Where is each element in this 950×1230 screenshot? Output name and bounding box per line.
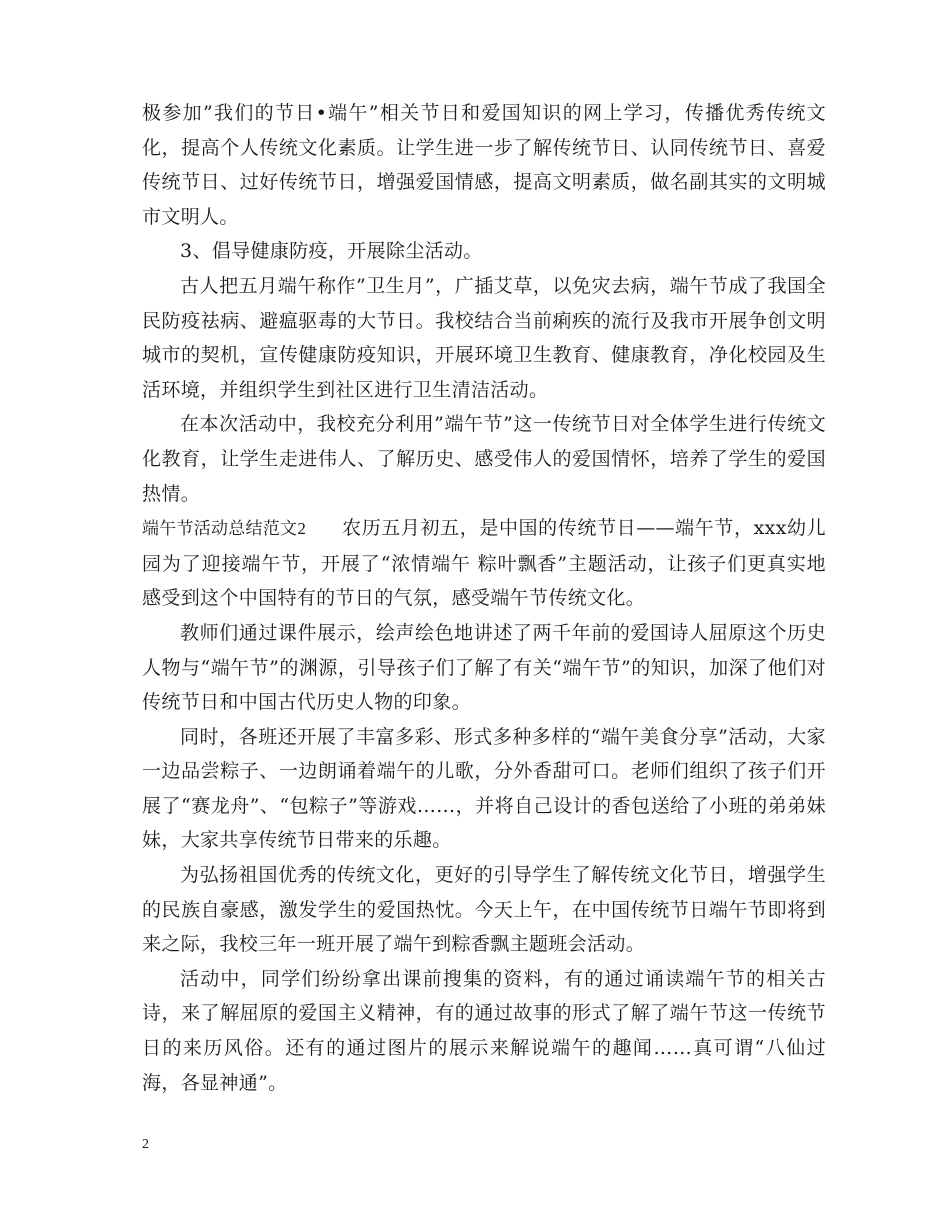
paragraph-6: 为弘扬祖国优秀的传统文化，更好的引导学生了解传统文化节日，增强学生的民族自豪感，激发学生的爱国热忱。今天上午，在中国传统节日端午节即将到来之际，我校三年一班开展了端午到粽香飘主题班会活动。 — [142, 864, 826, 956]
section-intro: 农历五月初五，是中国的传统节日——端午节，xxx幼儿园为了迎接端午节，开展了“浓情端午 粽叶飘香”主题活动，让孩子们更真实地感受到这个中国特有的节日的气氛，感受端午节传统文化。 — [142, 517, 827, 610]
paragraph-3: 在本次活动中，我校充分利用”端午节”这一传统节日对全体学生进行传统文化教育，让学生走进伟人、了解历史、感受伟人的爱国情怀，培养了学生的爱国热情。 — [142, 413, 826, 505]
page-number: 2 — [142, 1137, 149, 1152]
paragraph-2: 古人把五月端午称作”卫生月”，广插艾草，以免灾去病，端午节成了我国全民防疫祛病、避瘟驱毒的大节日。我校结合当前痢疾的流行及我市开展争创文明城市的契机，宣传健康防疫知识，开展环境卫生教育、健康教育，净化校园及生活环境，并组织学生到社区进行卫生清洁活动。 — [142, 274, 826, 401]
paragraph-7: 活动中，同学们纷纷拿出课前搜集的资料，有的通过诵读端午节的相关古诗，来了解屈原的爱国主义精神，有的通过故事的形式了解了端午节这一传统节日的来历风俗。还有的通过图片的展示来解说端午的趣闻……真可谓“八仙过海，各显神通”。 — [142, 967, 826, 1094]
paragraph-5: 同时，各班还开展了丰富多彩、形式多种多样的“端午美食分享”活动，大家一边品尝粽子、一边朗诵着端午的儿歌，分外香甜可口。老师们组织了孩子们开展了“赛龙舟”、“包粽子”等游戏……，并将自己设计的香包送给了小班的弟弟妹妹，大家共享传统节日带来的乐趣。 — [142, 725, 826, 852]
paragraph-4: 教师们通过课件展示，绘声绘色地讲述了两千年前的爱国诗人屈原这个历史人物与“端午节”的渊源，引导孩子们了解了有关“端午节”的知识，加深了他们对传统节日和中国古代历史人物的印象。 — [142, 621, 826, 714]
document-body — [142, 96, 826, 1100]
paragraph-1: 极参加”我们的节日•端午”相关节日和爱国知识的网上学习，传播优秀传统文化，提高个人传统文化素质。让学生进一步了解传统节日、认同传统节日、喜爱传统节日、过好传统节日，增强爱国情感，提高文明素质，做名副其实的文明城市文明人。 — [142, 102, 826, 228]
section-title: 端午节活动总结范文2 — [142, 519, 306, 539]
section-paragraph — [142, 511, 826, 616]
paragraph-heading-3: 3、倡导健康防疫，开展除尘活动。 — [180, 240, 483, 263]
